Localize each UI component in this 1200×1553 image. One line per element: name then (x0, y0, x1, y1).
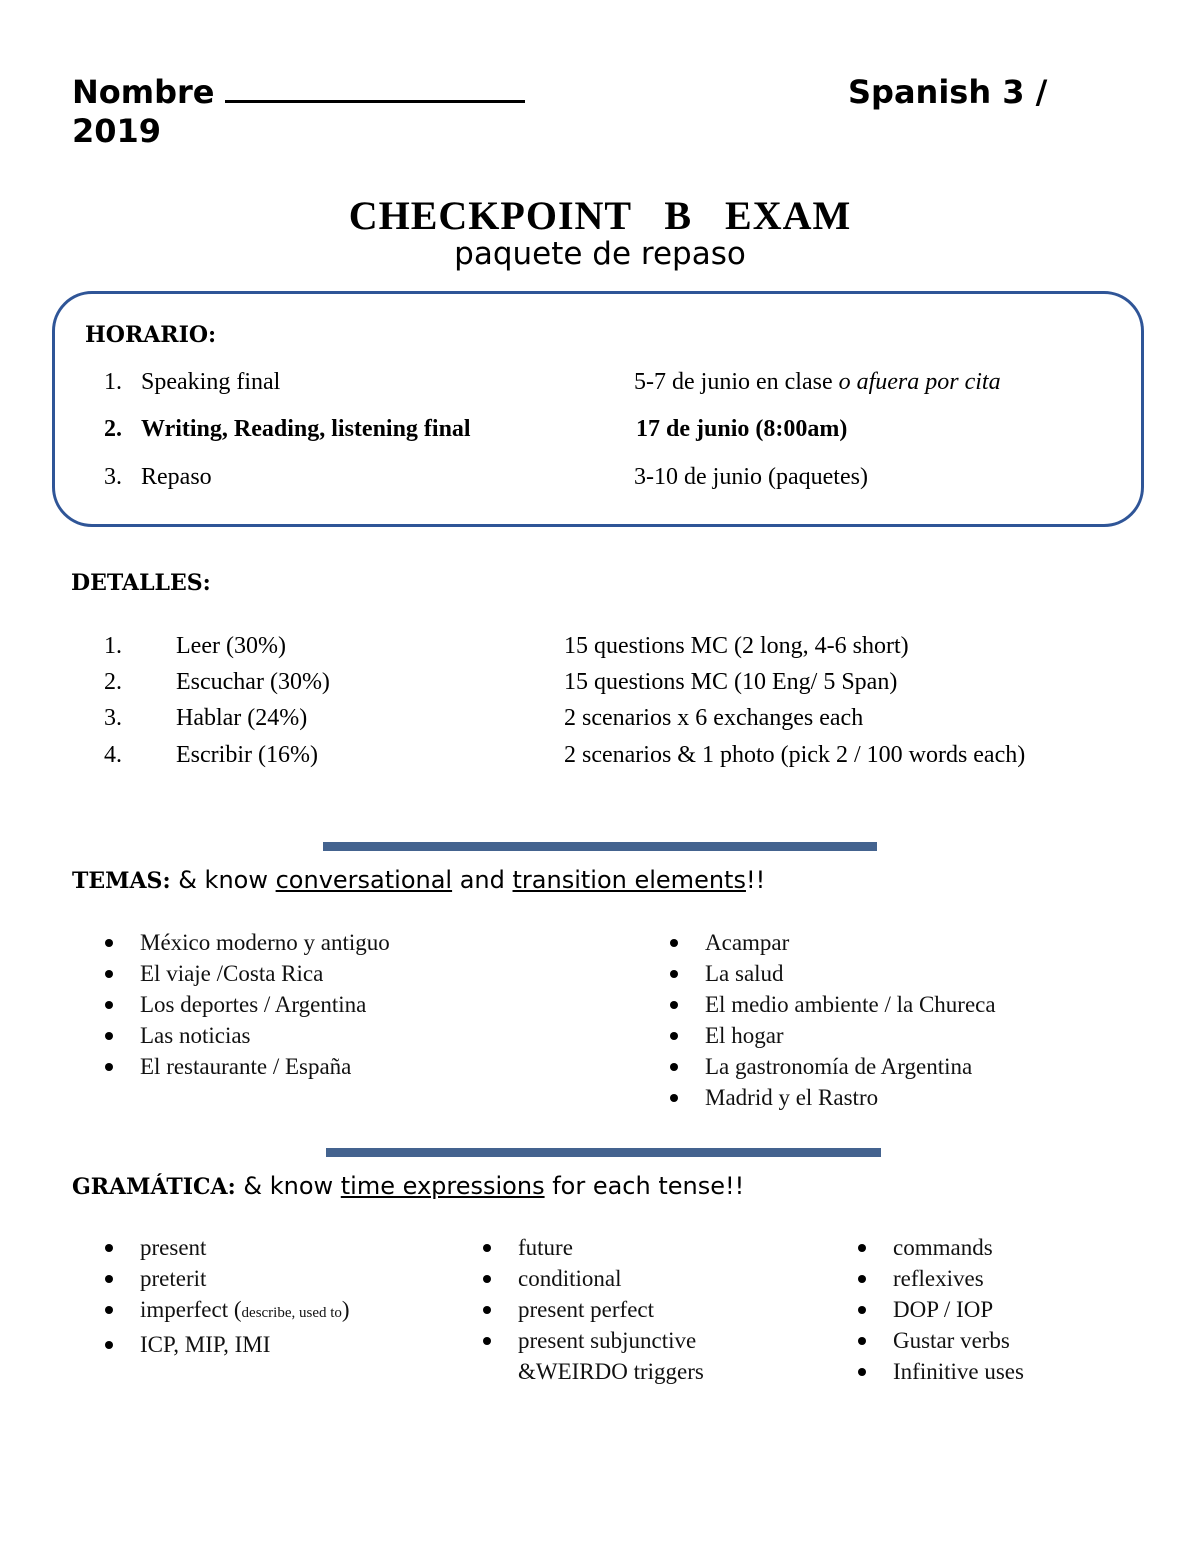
detalles-desc: 2 scenarios x 6 exchanges each (564, 705, 864, 731)
temas-right-list (670, 927, 996, 1113)
temas-heading: TEMAS: & know conversational and transition elements!! (72, 866, 766, 894)
detalles-heading: DETALLES: (71, 570, 211, 596)
horario-when: 5-7 de junio en clase o afuera por cita (634, 369, 1001, 395)
list-item: reflexives (858, 1263, 1024, 1294)
horario-num: 2. (104, 416, 122, 442)
horario-num: 1. (104, 369, 122, 395)
detalles-desc: 15 questions MC (2 long, 4-6 short) (564, 633, 909, 659)
temas-left-list (105, 927, 390, 1082)
course-label: Spanish 3 / (848, 73, 1048, 111)
detalles-num: 3. (104, 705, 122, 731)
gramatica-col1-list (105, 1232, 350, 1360)
detalles-desc: 15 questions MC (10 Eng/ 5 Span) (564, 669, 898, 695)
detalles-num: 1. (104, 633, 122, 659)
gramatica-col3-list (858, 1232, 1024, 1387)
list-item: Gustar verbs (858, 1325, 1024, 1356)
section-divider (326, 1148, 881, 1157)
list-item: Madrid y el Rastro (670, 1082, 996, 1113)
page-title: CHECKPOINT B EXAM (348, 193, 852, 238)
detalles-label: Leer (30%) (176, 633, 286, 659)
list-item: Las noticias (105, 1020, 390, 1051)
list-item: preterit (105, 1263, 350, 1294)
horario-label: Repaso (141, 464, 212, 490)
name-label: Nombre (72, 73, 215, 111)
detalles-label: Escuchar (30%) (176, 669, 330, 695)
list-item: present (105, 1232, 350, 1263)
list-item: DOP / IOP (858, 1294, 1024, 1325)
list-item: Infinitive uses (858, 1356, 1024, 1387)
list-item: commands (858, 1232, 1024, 1263)
header-line (72, 72, 1082, 112)
horario-when: 3-10 de junio (paquetes) (634, 464, 868, 490)
course-year: 2019 (72, 112, 162, 150)
list-item: imperfect (describe, used to) (105, 1294, 350, 1329)
horario-when: 17 de junio (8:00am) (636, 416, 848, 442)
list-item: La gastronomía de Argentina (670, 1051, 996, 1082)
detalles-desc: 2 scenarios & 1 photo (pick 2 / 100 words each) (564, 742, 1026, 768)
list-item: present perfect (483, 1294, 704, 1325)
detalles-num: 4. (104, 742, 122, 768)
section-divider (323, 842, 877, 851)
list-item: conditional (483, 1263, 704, 1294)
gramatica-col2-list (483, 1232, 704, 1387)
gramatica-heading: GRAMÁTICA: & know time expressions for each tense!! (72, 1172, 745, 1200)
name-blank[interactable] (225, 72, 525, 103)
horario-num: 3. (104, 464, 122, 490)
detalles-label: Hablar (24%) (176, 705, 308, 731)
list-item: El medio ambiente / la Chureca (670, 989, 996, 1020)
list-item: present subjunctive &WEIRDO triggers (483, 1325, 704, 1387)
list-item: Acampar (670, 927, 996, 958)
horario-label: Writing, Reading, listening final (141, 416, 471, 442)
list-item: La salud (670, 958, 996, 989)
horario-heading: HORARIO: (85, 322, 217, 348)
detalles-label: Escribir (16%) (176, 742, 318, 768)
list-item: Los deportes / Argentina (105, 989, 390, 1020)
list-item: future (483, 1232, 704, 1263)
page-subtitle: paquete de repaso (454, 236, 746, 272)
list-item: El hogar (670, 1020, 996, 1051)
list-item: El restaurante / España (105, 1051, 390, 1082)
list-item: México moderno y antiguo (105, 927, 390, 958)
detalles-num: 2. (104, 669, 122, 695)
horario-label: Speaking final (141, 369, 281, 395)
list-item: ICP, MIP, IMI (105, 1329, 350, 1360)
list-item: El viaje /Costa Rica (105, 958, 390, 989)
